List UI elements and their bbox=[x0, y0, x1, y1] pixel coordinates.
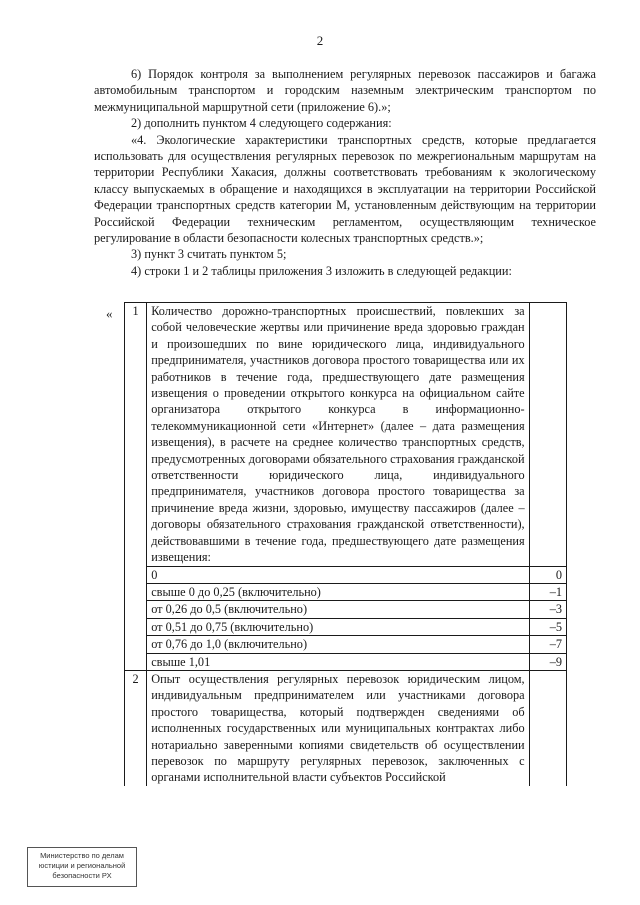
range-label: свыше 0 до 0,25 (включительно) bbox=[147, 583, 529, 600]
table-row bbox=[125, 303, 567, 567]
paragraph-item-6: 6) Порядок контроля за выполнением регулярных перевозок пассажиров и багажа автомобильным транспортом и городским наземным электрическим транспортом по межмуниципальной маршрутной сети (приложение 6).»; bbox=[94, 67, 596, 114]
document-body bbox=[94, 66, 596, 279]
table-row bbox=[125, 670, 567, 785]
range-label: от 0,76 до 1,0 (включительно) bbox=[147, 636, 529, 653]
score-value: –5 bbox=[529, 618, 566, 635]
ministry-stamp bbox=[27, 847, 137, 887]
range-label: от 0,51 до 0,75 (включительно) bbox=[147, 618, 529, 635]
paragraph-point-4: «4. Экологические характеристики транспортных средств, которые предлагается использовать для осуществления регулярных перевозок по межрегиональным маршрутам на территории Республики Хакасия, должны соответствовать требованиям к экологическому классу выпускаемых в обращение и находящихся в эксплуатации на территории Российской Федерации транспортных средств категории М, установленным действующим на территории Российской Федерации техническим регламентом, осуществляющим техническое регулирование в области безопасности колесных транспортных средств.»; bbox=[94, 132, 596, 246]
range-label: 0 bbox=[147, 566, 529, 583]
paragraph-amendment-4: 4) строки 1 и 2 таблицы приложения 3 изложить в следующей редакции: bbox=[131, 263, 512, 278]
score-cell bbox=[529, 303, 566, 567]
stamp-line: безопасности РХ bbox=[52, 871, 112, 880]
page-number: 2 bbox=[316, 33, 324, 48]
score-value: 0 bbox=[529, 566, 566, 583]
stamp-line: юстиции и региональной bbox=[38, 861, 126, 870]
stamp-line: Министерство по делам bbox=[40, 851, 124, 860]
table-row bbox=[125, 653, 567, 670]
score-value: –3 bbox=[529, 601, 566, 618]
table-row bbox=[125, 636, 567, 653]
table-row bbox=[125, 618, 567, 635]
score-value: –9 bbox=[529, 653, 566, 670]
range-label: от 0,26 до 0,5 (включительно) bbox=[147, 601, 529, 618]
criteria-table bbox=[124, 302, 567, 786]
score-value: –1 bbox=[529, 583, 566, 600]
table-row bbox=[125, 583, 567, 600]
row-number: 1 bbox=[125, 303, 147, 671]
table-row bbox=[125, 601, 567, 618]
table-open-quote: « bbox=[106, 306, 113, 321]
score-cell bbox=[529, 670, 566, 785]
row-description: Количество дорожно-транспортных происшествий, повлекших за собой человеческие жертвы или причинение вреда здоровью граждан и произошедших по вине юридического лица, индивидуального предпринимателя, участников договора простого товарищества или их работников в течение года, предшествующего дате размещения извещения о проведении открытого конкурса на официальном сайте организатора открытого конкурса в информационно-телекоммуникационной сети «Интернет» (далее – дата размещения извещения), в расчете на среднее количество транспортных средств, предусмотренных договорами обязательного страхования гражданской ответственности юридического лица, индивидуального предпринимателя, участников договора простого товарищества за причинение вреда жизни, здоровью, имуществу пассажиров (далее – договоры обязательного страхования гражданской ответственности), действовавшими в течение года, предшествующего дате размещения извещения: bbox=[147, 303, 529, 567]
range-label: свыше 1,01 bbox=[147, 653, 529, 670]
paragraph-amendment-2: 2) дополнить пунктом 4 следующего содержания: bbox=[131, 116, 392, 131]
row-number: 2 bbox=[125, 670, 147, 785]
score-value: –7 bbox=[529, 636, 566, 653]
table-row bbox=[125, 566, 567, 583]
row-description: Опыт осуществления регулярных перевозок юридическим лицом, индивидуальным предпринимателем или участниками договора простого товарищества, который подтвержден сведениями об исполненных государственных или муниципальных контрактах либо нотариально заверенными копиями свидетельств об осуществлении перевозок по маршруту регулярных перевозок, заключенных с органами исполнительной власти субъектов Российской bbox=[147, 670, 529, 785]
paragraph-amendment-3: 3) пункт 3 считать пунктом 5; bbox=[131, 247, 287, 262]
